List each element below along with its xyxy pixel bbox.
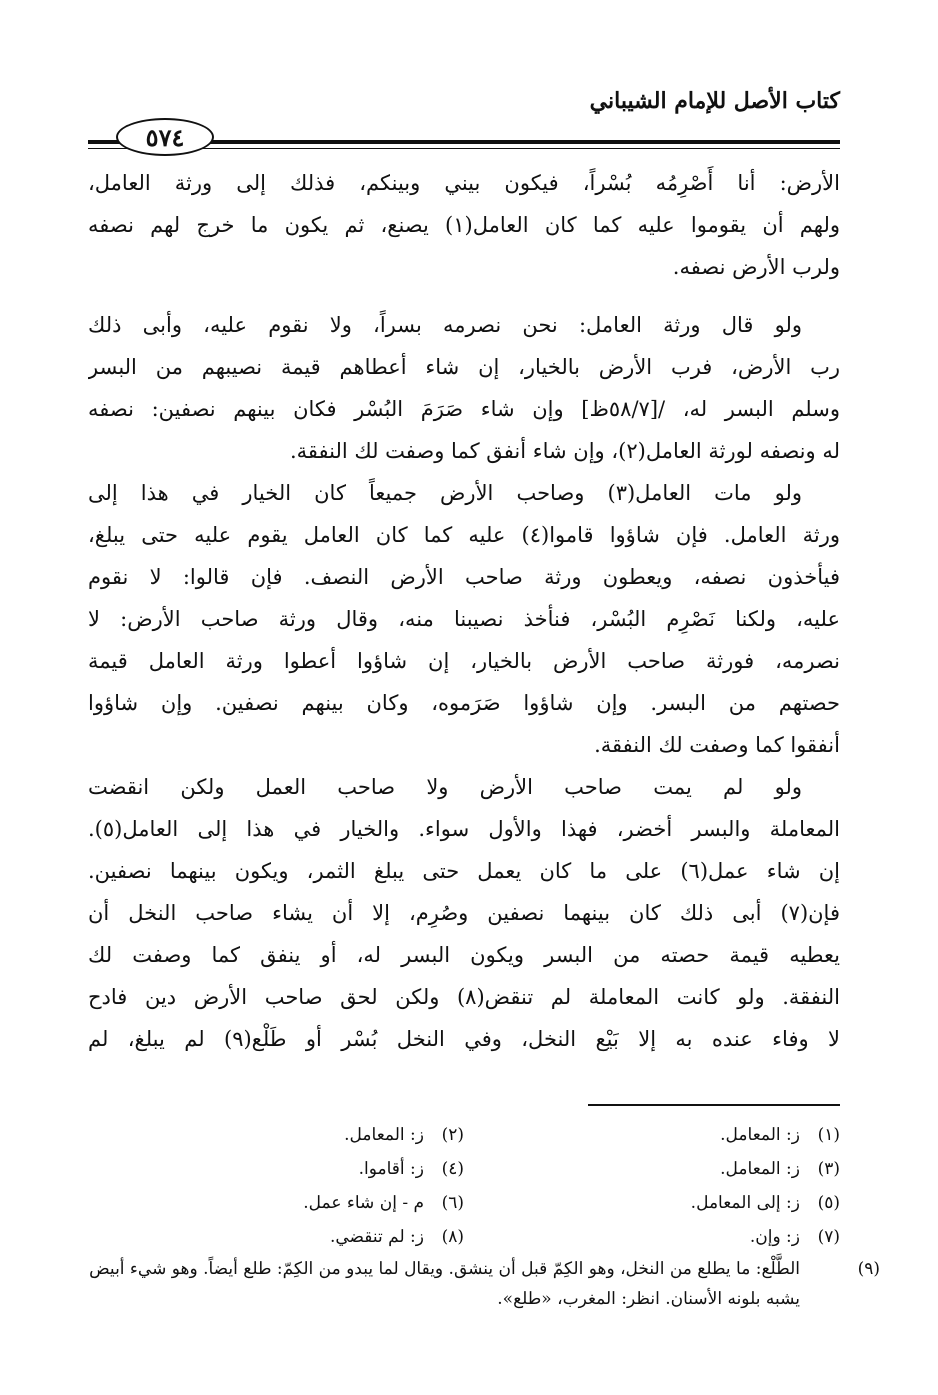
footnote-7: (٧)ز: وإن. (749, 1227, 840, 1247)
footnote-1: (١)ز: المعامل. (720, 1125, 840, 1145)
text-line: أنفقوا كما وصفت لك النفقة. (594, 733, 840, 757)
text-line: وسلم البسر له، /[٥٨/٧ظ] وإن شاء صَرَمَ البُسْر فكان بينهم نصفين: نصفه (88, 397, 840, 421)
text-line: ولهم أن يقوموا عليه كما كان العامل(١) يصنع، ثم يكون ما خرج لهم نصفه (88, 213, 840, 237)
text-line: ولرب الأرض نصفه. (672, 255, 840, 279)
page-header (88, 88, 840, 150)
text-line: نصرمه، فورثة صاحب الأرض بالخيار، إن شاؤوا أعطوا ورثة العامل قيمة (88, 649, 840, 673)
text-line: رب الأرض، فرب الأرض بالخيار، إن شاء أعطاهم قيمة نصيبهم من البسر (88, 355, 840, 379)
footnote-8: (٨)ز: لم تنقضي. (329, 1227, 464, 1247)
text-line: حصتهم من البسر. وإن شاؤوا صَرَموه، وكان بينهم نصفين. وإن شاؤوا (88, 691, 840, 715)
footnote-3: (٣)ز: المعامل. (720, 1159, 840, 1179)
paragraph-3 (88, 472, 840, 766)
footnote-6: (٦)م - إن شاء عمل. (303, 1193, 464, 1213)
text-line: ولو مات العامل(٣) وصاحب الأرض جميعاً كان الخيار في هذا إلى (88, 481, 803, 505)
text-line: فإن(٧) أبى ذلك كان بينهما نصفين وصُرِم، إلا أن يشاء صاحب النخل أن (88, 901, 840, 925)
text-line: ولو لم يمت صاحب الأرض ولا صاحب العمل ولكن انقضت (88, 775, 802, 799)
text-line: عليه، ولكنا نَصْرِم البُسْر، فنأخذ نصيبنا منه، وقال ورثة صاحب الأرض: لا (88, 607, 840, 631)
text-line: إن شاء عمل(٦) على ما كان يعمل حتى يبلغ الثمر، ويكون بينهما نصفين. (88, 859, 840, 883)
text-line: له ونصفه لورثة العامل(٢)، وإن شاء أنفق كما وصفت لك النفقة. (289, 439, 840, 463)
text-line: ورثة العامل. فإن شاؤوا قاموا(٤) عليه كما كان العامل يقوم عليه حتى يبلغ، (88, 523, 840, 547)
text-line: لا وفاء عنده به إلا بَيْع النخل، وفي النخل بُسْر أو طَلْع(٩) لم يبلغ، لم (88, 1027, 840, 1051)
paragraph-2 (88, 304, 840, 472)
text-line: المعاملة والبسر أخضر، فهذا والأول سواء. والخيار في هذا إلى العامل(٥). (88, 817, 840, 841)
main-text (88, 162, 840, 1060)
text-line: الأرض: أنا أَصْرِمُه بُسْراً، فيكون بيني وبينكم، فذلك إلى ورثة العامل، (88, 171, 840, 195)
page-number: ٥٧٤ (116, 118, 214, 156)
footnotes (88, 1118, 880, 1314)
book-title: كتاب الأصل للإمام الشيباني (589, 88, 840, 114)
text-line: النفقة. ولو كانت المعاملة لم تنقض(٨) ولكن لحق صاحب الأرض دين فادح (88, 985, 840, 1009)
text-line: ولو قال ورثة العامل: نحن نصرمه بسراً، ولا نقوم عليه، وأبى ذلك (88, 313, 802, 337)
footnote-separator (588, 1104, 840, 1106)
paragraph-1 (88, 162, 840, 288)
text-line: فيأخذون نصفه، ويعطون ورثة صاحب الأرض النصف. فإن قالوا: لا نقوم (88, 565, 840, 589)
footnote-9: (٩)الطَّلْع: ما يطلع من النخل، وهو الكِمّ قبل أن ينشق. ويقال لما يبدو من الكِمّ: طلع أيضاً. وهو شيء أبيض يشبه بلونه الأسنان. انظر: المغرب، «طلع». (89, 1259, 880, 1309)
footnote-2: (٢)ز: المعامل. (344, 1125, 464, 1145)
paragraph-4 (88, 766, 840, 1060)
footnote-5: (٥)ز: إلى المعامل. (690, 1193, 840, 1213)
footnote-4: (٤)ز: أقاموا. (358, 1159, 464, 1179)
text-line: يعطيه قيمة حصته من البسر ويكون البسر له، أو ينفق كما وصفت لك (88, 943, 840, 967)
